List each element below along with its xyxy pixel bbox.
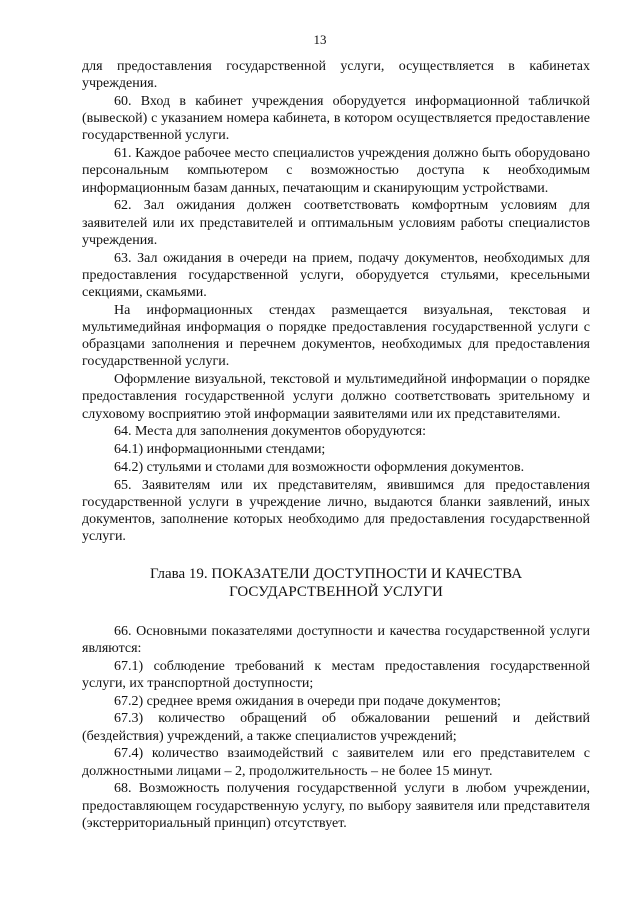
- paragraph: 65. Заявителям или их представителям, явившимся для предоставления государственной услуги в учреждение лично, выдаются бланки заявлений, иных документов, заполнение которых необходимо для предоставления государственной услуги.: [82, 477, 590, 545]
- paragraph: 67.1) соблюдение требований к местам предоставления государственной услуги, их транспортной доступности;: [82, 658, 590, 691]
- paragraph: 61. Каждое рабочее место специалистов учреждения должно быть оборудовано персональным компьютером с возможностью доступа к необходимым информационным базам данных, печатающим и сканирующим устройствами.: [82, 146, 590, 196]
- chapter-heading-line-2: ГОСУДАРСТВЕННОЙ УСЛУГИ: [229, 583, 443, 600]
- paragraph: 62. Зал ожидания должен соответствовать комфортным условиям для заявителей или их представителей и оптимальным условиям работы специалистов учреждения.: [82, 198, 590, 248]
- page-number: 13: [313, 32, 327, 47]
- chapter-heading: [82, 565, 590, 601]
- section-top: [82, 58, 590, 546]
- document-body: [82, 58, 590, 833]
- paragraph: 60. Вход в кабинет учреждения оборудуется информационной табличкой (вывеской) с указанием номера кабинета, в котором осуществляется предоставление государственной услуги.: [82, 94, 590, 144]
- paragraph: 67.2) среднее время ожидания в очереди при подаче документов;: [114, 693, 501, 709]
- paragraph: 63. Зал ожидания в очереди на прием, подачу документов, необходимых для предоставления государственной услуги, оборудуется стульями, кресельными секциями, скамьями.: [82, 250, 590, 301]
- paragraph: 66. Основными показателями доступности и качества государственной услуги являются:: [82, 623, 590, 656]
- paragraph: На информационных стендах размещается визуальная, текстовая и мультимедийная информация о порядке предоставления государственной услуги с образцами заполнения и перечнем документов, необходимых для предоставления государственной услуги.: [82, 302, 590, 370]
- chapter-heading-line-1: Глава 19. ПОКАЗАТЕЛИ ДОСТУПНОСТИ И КАЧЕСТВА: [149, 565, 523, 582]
- paragraph: 64.1) информационными стендами;: [114, 442, 326, 458]
- paragraph: 68. Возможность получения государственной услуги в любом учреждении, предоставляющем государственную услугу, по выбору заявителя или представителя (экстерриториальный принцип) отсутствует.: [82, 781, 590, 831]
- paragraph: для предоставления государственной услуги, осуществляется в кабинетах учреждения.: [82, 59, 590, 92]
- paragraph: 64. Места для заполнения документов оборудуются:: [114, 424, 427, 440]
- paragraph: 67.4) количество взаимодействий с заявителем или его представителем с должностными лицами – 2, продолжительность – не более 15 минут.: [82, 746, 590, 779]
- paragraph: Оформление визуальной, текстовой и мультимедийной информации о порядке предоставления государственной услуги должно соответствовать зрительному и слуховому восприятию этой информации заявителями или их представителями.: [82, 372, 590, 422]
- paragraph: 64.2) стульями и столами для возможности оформления документов.: [114, 460, 525, 476]
- paragraph: 67.3) количество обращений об обжаловании решений и действий (бездействия) учреждений, а также специалистов учреждений;: [82, 711, 590, 744]
- section-bottom: [82, 623, 590, 832]
